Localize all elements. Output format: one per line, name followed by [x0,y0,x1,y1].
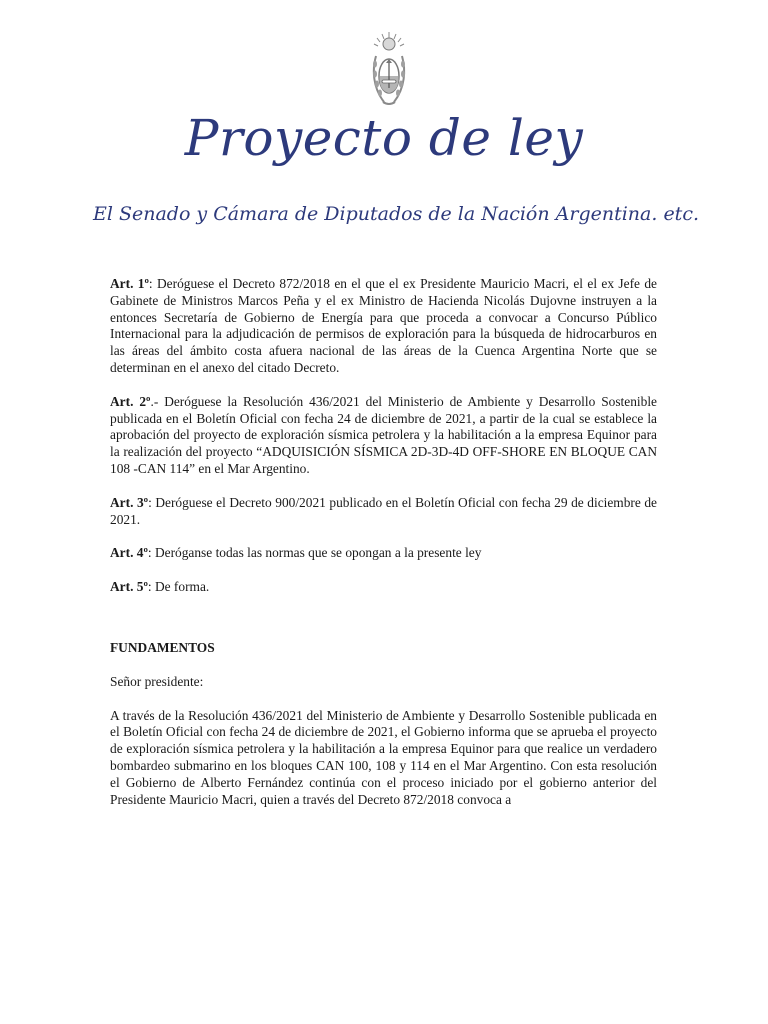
article-2 [110,394,657,478]
article-1 [110,276,657,377]
document-body [110,276,657,825]
section-heading: FUNDAMENTOS [110,639,215,655]
article-text: : Deróganse todas las normas que se opongan a la presente ley [147,545,482,561]
article-label: Art. 1º [110,276,149,291]
article-text: : Deróguese el Decreto 872/2018 en el que el ex Presidente Mauricio Macri, el el ex Jefe de Gabinete de Ministros Marcos Peña y el ex Ministro de Hacienda Nicolás Dujovne instruyen a la entonces Secretaría de Gobierno de Energía para que proceda a convocar a Concurso Público Internacional para la adjudicación de permisos de exploración para la búsqueda de hidrocarburos en las áreas del ámbito costa afuera nacional de las áreas de la Cuenca Argentina Norte que se determinan en el anexo del citado Decreto. [110,276,657,375]
article-3 [110,495,657,529]
article-4 [110,545,657,562]
article-text: .- Deróguese la Resolución 436/2021 del Ministerio de Ambiente y Desarrollo Sostenible publicada en el Boletín Oficial con fecha 24 de diciembre de 2021, a partir de la cual se establece la aprobación del proyecto de exploración sísmica petrolera y la habilitación a la empresa Equinor para la realización del proyecto “ADQUISICIÓN SÍSMICA 2D-3D-4D OFF-SHORE EN BLOQUE CAN 108 -CAN 114” en el Mar Argentino. [110,393,657,476]
article-label: Art. 4º [110,545,148,561]
coat-of-arms-icon [370,30,408,110]
fundamentos-paragraph: A través de la Resolución 436/2021 del Ministerio de Ambiente y Desarrollo Sostenible publicada en el Boletín Oficial con fecha 24 de diciembre de 2021, el Gobierno informa que se aprueba el proyecto de exploración sísmica petrolera y la habilitación a la empresa Equinor para que realice un verdadero bombardeo submarino en los bloques CAN 100, 108 y 114 en el Mar Argentino. Con esta resolución el Gobierno de Alberto Fernández continúa con el proceso iniciado por el gobierno anterior del Presidente Mauricio Macri, quien a través del Decreto 872/2018 convoca a [110,707,657,807]
article-text: : Deróguese el Decreto 900/2021 publicado en el Boletín Oficial con fecha 29 de diciembre de 2021. [110,494,657,527]
article-text: : De forma. [147,579,210,595]
article-label: Art. 3º [110,494,149,510]
document-subtitle: El Senado y Cámara de Diputados de la Nación Argentina. etc. [92,203,700,225]
article-label: Art. 5º [110,579,148,595]
article-label: Art. 2º [110,393,151,409]
document-title: Proyecto de ley [184,109,584,167]
article-5 [110,579,657,596]
salutation: Señor presidente: [110,673,204,689]
